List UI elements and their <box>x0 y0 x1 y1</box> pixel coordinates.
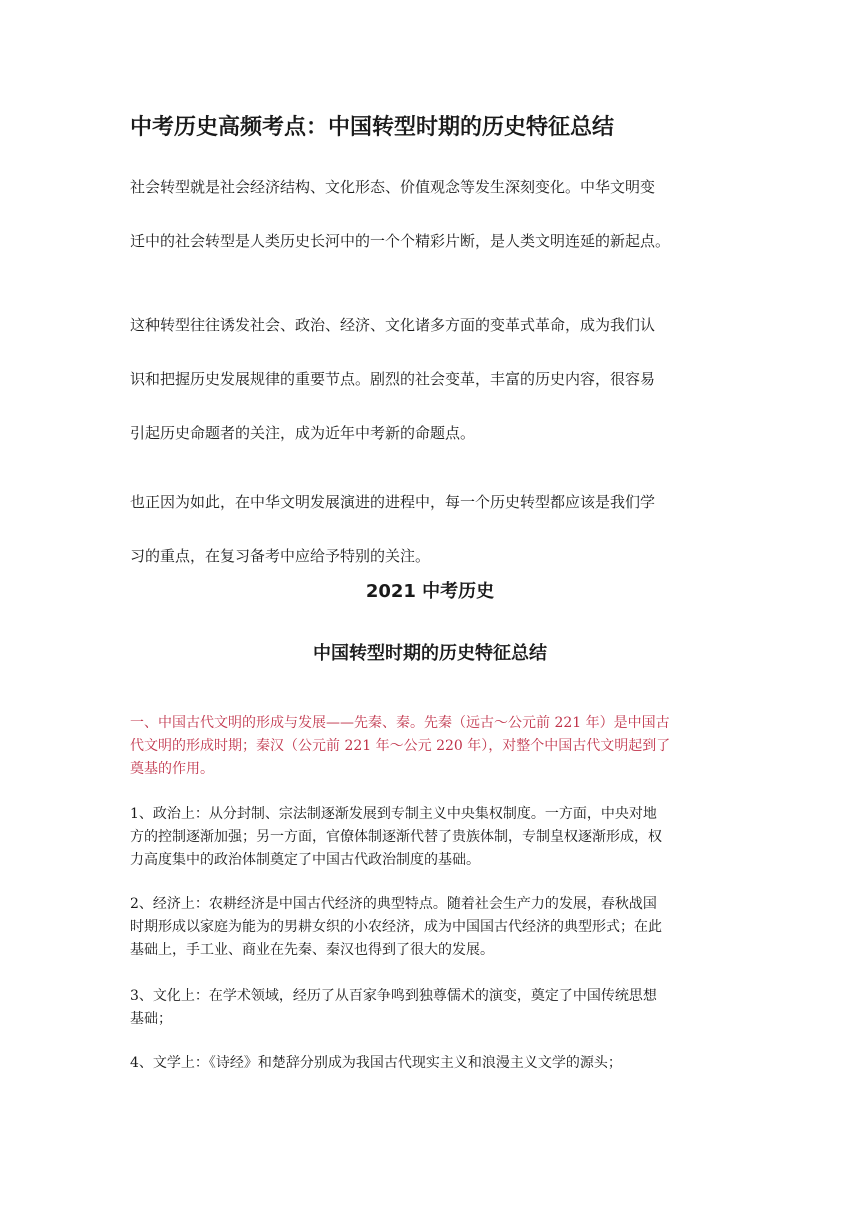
text-line: 时期形成以家庭为能为的男耕女织的小农经济，成为中国国古代经济的典型形式；在此 <box>130 919 662 935</box>
item-literature <box>130 1052 732 1075</box>
text-line: 基础； <box>130 1011 172 1027</box>
item-economy <box>130 893 732 962</box>
text-line: 也正因为如此，在中华文明发展演进的进程中，每一个历史转型都应该是我们学 <box>130 493 656 511</box>
text-line: 基础上，手工业、商业在先秦、秦汉也得到了很大的发展。 <box>130 942 494 958</box>
text-line: 识和把握历史发展规律的重要节点。剧烈的社会变革，丰富的历史内容，很容易 <box>130 370 656 388</box>
text-line: 奠基的作用。 <box>130 761 214 777</box>
subheading-year: 2021 中考历史 <box>365 581 495 602</box>
text-line: 方的控制逐渐加强；另一方面，官僚体制逐渐代替了贵族体制，专制皇权逐渐形成，权 <box>130 829 662 845</box>
text-line: 4、文学上：《诗经》和楚辞分别成为我国古代现实主义和浪漫主义文学的源头； <box>130 1055 622 1071</box>
text-line: 2、经济上：农耕经济是中国古代经济的典型特点。随着社会生产力的发展，春秋战国 <box>130 896 657 912</box>
section-heading-1 <box>130 712 732 781</box>
text-line: 这种转型往往诱发社会、政治、经济、文化诸多方面的变革式革命，成为我们认 <box>130 316 656 334</box>
text-line: 习的重点，在复习备考中应给予特别的关注。 <box>130 547 431 565</box>
item-politics <box>130 803 732 872</box>
text-line: 代文明的形成时期；秦汉（公元前 221 年～公元 220 年），对整个中国古代文明起到了 <box>130 738 671 754</box>
text-line: 一、中国古代文明的形成与发展——先秦、秦。先秦（远古～公元前 221 年）是中国古 <box>130 715 670 731</box>
text-line: 迁中的社会转型是人类历史长河中的一个个精彩片断，是人类文明连延的新起点。 <box>130 232 671 250</box>
text-line: 3、文化上：在学术领域，经历了从百家争鸣到独尊儒术的演变，奠定了中国传统思想 <box>130 988 657 1004</box>
item-culture <box>130 985 732 1031</box>
text-line: 引起历史命题者的关注，成为近年中考新的命题点。 <box>130 424 476 442</box>
intro-paragraph-1 <box>130 175 730 283</box>
text-line: 社会转型就是社会经济结构、文化形态、价值观念等发生深刻变化。中华文明变 <box>130 178 656 196</box>
subheading-topic: 中国转型时期的历史特征总结 <box>313 643 547 664</box>
intro-paragraph-2 <box>130 313 730 475</box>
page-title: 中考历史高频考点：中国转型时期的历史特征总结 <box>130 115 615 140</box>
text-line: 1、政治上：从分封制、宗法制逐渐发展到专制主义中央集权制度。一方面，中央对地 <box>130 806 657 822</box>
text-line: 力高度集中的政治体制奠定了中国古代政治制度的基础。 <box>130 852 480 868</box>
